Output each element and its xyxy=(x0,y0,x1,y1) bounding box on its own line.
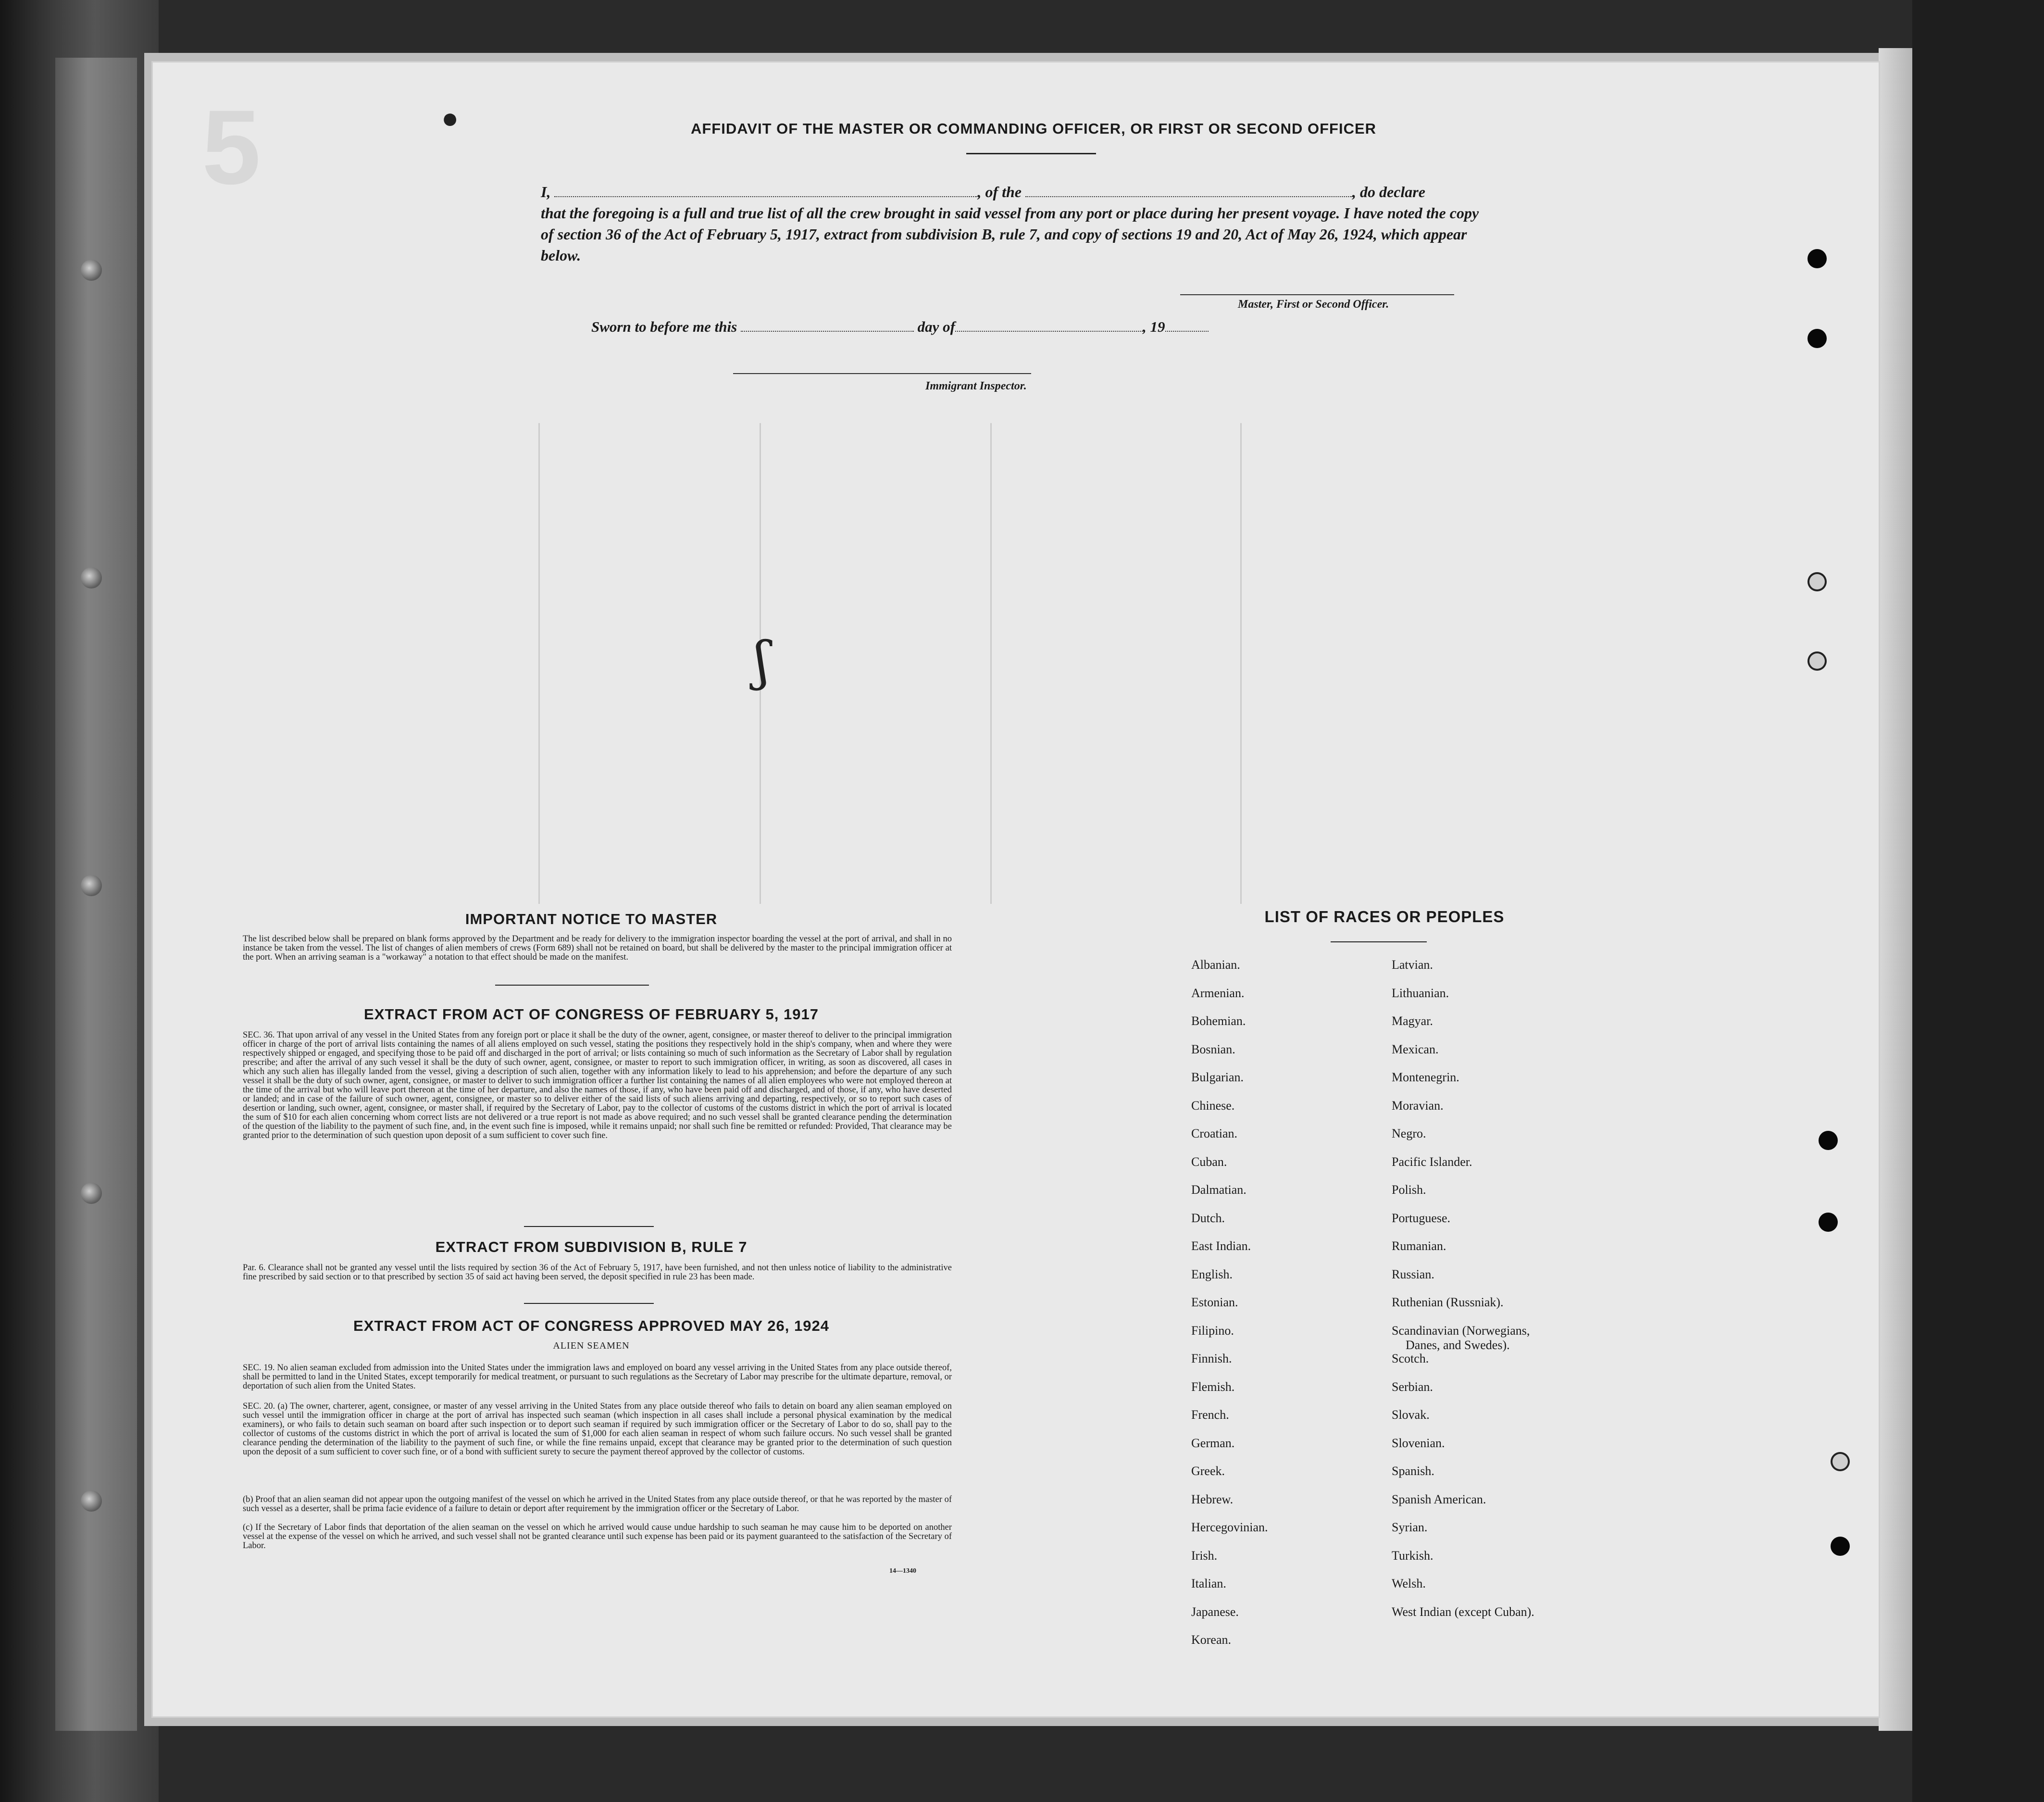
race-item: Chinese. xyxy=(1191,1098,1235,1113)
vessel-blank[interactable] xyxy=(1025,186,1352,197)
affidavit-title: AFFIDAVIT OF THE MASTER OR COMMANDING OFFICER, OR FIRST OR SECOND OFFICER xyxy=(690,120,1377,137)
race-item: Armenian. xyxy=(1191,986,1245,1000)
race-item: Estonian. xyxy=(1191,1295,1238,1309)
background-dark xyxy=(1912,0,2044,1802)
race-item: Hebrew. xyxy=(1191,1492,1234,1506)
page-stack-edge xyxy=(1879,48,1912,1731)
race-item: Korean. xyxy=(1191,1633,1232,1647)
punch-hole xyxy=(1807,651,1827,671)
sworn-year-blank[interactable] xyxy=(1165,320,1209,332)
race-item: Syrian. xyxy=(1392,1520,1428,1534)
binder-ring xyxy=(81,875,102,896)
binder-ring xyxy=(81,567,102,588)
race-item: Dalmatian. xyxy=(1191,1183,1246,1197)
section-divider xyxy=(495,985,649,986)
race-item: Scandinavian (Norwegians, xyxy=(1392,1323,1530,1338)
race-item: English. xyxy=(1191,1267,1233,1281)
race-item: Filipino. xyxy=(1191,1323,1234,1338)
handwritten-mark: ʃ xyxy=(755,630,769,691)
affidavit-text xyxy=(541,181,1493,266)
binder-ring xyxy=(81,1183,102,1204)
race-item: Polish. xyxy=(1392,1183,1426,1197)
affidavit-lead: I, xyxy=(541,183,551,200)
bleed-through-mark: 5 xyxy=(202,88,261,206)
race-item: Finnish. xyxy=(1191,1352,1232,1365)
races-title: LIST OF RACES OR PEOPLES xyxy=(1264,908,1505,926)
of-the-text: , of the xyxy=(977,183,1022,200)
race-item: Italian. xyxy=(1191,1577,1226,1590)
race-item: Spanish. xyxy=(1392,1464,1434,1478)
master-signature-label: Master, First or Second Officer. xyxy=(1238,298,1389,311)
race-item: Serbian. xyxy=(1392,1379,1433,1394)
punch-hole xyxy=(1819,1131,1838,1150)
extract-1917-title: EXTRACT FROM ACT OF CONGRESS OF FEBRUARY 5, 1917 xyxy=(364,1006,819,1023)
race-item: French. xyxy=(1191,1408,1229,1422)
race-item: Albanian. xyxy=(1191,958,1240,972)
title-rule xyxy=(966,153,1096,154)
bleed-through-line xyxy=(990,423,992,904)
punch-hole xyxy=(1819,1213,1838,1232)
inspector-signature-label: Immigrant Inspector. xyxy=(925,380,1027,392)
do-declare-text: , do declare xyxy=(1352,183,1425,200)
race-item: Russian. xyxy=(1392,1267,1434,1281)
race-item: German. xyxy=(1191,1436,1235,1450)
ink-blot: ● xyxy=(441,102,459,134)
bleed-through-line xyxy=(538,423,540,904)
sec-20b-text: (b) Proof that an alien seaman did not appear upon the outgoing manifest of the vessel on which he arrived in the United States from any place outside thereof, or that he was reported by the master of such vessel as a deserter, shall be prima facie evidence of a failure to detain or deport after requirement by the immigration officer or the Secretary of Labor. xyxy=(243,1495,952,1514)
extract-1917-body: SEC. 36. That upon arrival of any vessel in the United States from any foreign port or place it shall be the duty of the owner, agent, consignee, or master thereof to deliver to the principal immigration officer in charge of the port of arrival lists containing the names of all aliens employed on such vessel, stating the positions they respectively hold in the ship's company, when and where they were respectively shipped or engaged, and specifying those to be paid off and discharged in the port of arrival; or lists containing so much of such information as the Secretary of Labor shall by regulation prescribe; and after the arrival of any such vessel it shall be the duty of such owner, agent, consignee, or master to report to such immigration officer, in writing, as soon as discovered, all cases in which any such alien has illegally landed from the vessel, giving a description of such alien, together with any information likely to lead to his apprehension; and before the departure of any such vessel it shall be the duty of such owner, agent, consignee, or master to deliver to such immigration officer a further list containing the names of all alien employees who were not employed thereon at the time of the arrival but who will leave port thereon at the time of her departure, and also the names of those, if any, who have been paid off and discharged, and of those, if any, who have deserted or landed; and in case of the failure of such owner, agent, consignee, or master so to deliver either of the said lists of such aliens arriving and departing, respectively, or so to report such cases of desertion or landing, such owner, agent, consignee, or master shall, if required by the Secretary of Labor, pay to the collector of customs of the customs district in which the port of arrival is located the sum of $10 for each alien concerning whom correct lists are not delivered or a true report is not made as above required; and no such vessel shall be granted clearance pending the determination of the question of the liability to the payment of such fine, and, in the event such fine is imposed, while it remains unpaid; nor shall such fine be remitted or refunded: Provided, That clearance may be granted prior to the determination of such question upon deposit of a sum sufficient to cover such fine. xyxy=(243,1030,952,1140)
race-item: Pacific Islander. xyxy=(1392,1154,1472,1169)
race-item: Bulgarian. xyxy=(1191,1070,1244,1084)
race-item: Ruthenian (Russniak). xyxy=(1392,1295,1504,1309)
alien-seamen-heading: ALIEN SEAMEN xyxy=(553,1340,630,1351)
race-item: Rumanian. xyxy=(1392,1239,1446,1253)
race-item: Turkish. xyxy=(1392,1548,1433,1563)
race-item: Hercegovinian. xyxy=(1191,1520,1268,1534)
sworn-month-blank[interactable] xyxy=(955,320,1143,332)
race-item: Dutch. xyxy=(1191,1211,1225,1225)
section-divider xyxy=(524,1303,654,1304)
year-prefix: , 19 xyxy=(1143,318,1165,335)
race-item: Greek. xyxy=(1191,1464,1225,1478)
sec-20a-text: SEC. 20. (a) The owner, charterer, agent, consignee, or master of any vessel arriving in the United States from any place outside thereof who fails to detain on board any alien seaman employed on such vessel until the immigration officer in charge at the port of arrival has inspected such seaman (which inspection in all cases shall include a personal physical examination by the medical examiners), or who fails to detain such seaman on board after such inspection or to deport such seaman if required by such immigration officer or the Secretary of Labor to do so, shall pay to the collector of customs of the customs district in which the port of arrival is located the sum of $1,000 for each alien seaman in respect of whom such failure occurs. No such vessel shall be granted clearance pending the determination of the liability to the payment of such fine, or while the fine remains unpaid, except that clearance may be granted prior to the determination of such question upon the deposit of a sum sufficient to cover such fine, or of a bond with sufficient surety to secure the payment thereof approved by the collector of customs. xyxy=(243,1402,952,1457)
races-title-rule xyxy=(1331,941,1427,942)
race-item: Moravian. xyxy=(1392,1098,1444,1113)
race-item: Montenegrin. xyxy=(1392,1070,1459,1084)
binder-ring xyxy=(81,260,102,281)
race-item: West Indian (except Cuban). xyxy=(1392,1604,1534,1619)
document-page xyxy=(153,63,1879,1716)
notice-body: The list described below shall be prepared on blank forms approved by the Department and be ready for delivery to the immigration inspector boarding the vessel at the port of arrival, and shall in no instance be taken from the vessel. The list of changes of alien members of crews (Form 689) shall not be retained on board, but shall be delivered by the master to the principal immigration officer at the port. When an arriving seaman is a "workaway" a notation to that effect should be made on the manifest. xyxy=(243,934,952,962)
punch-hole xyxy=(1831,1537,1850,1556)
race-item: Spanish American. xyxy=(1392,1492,1486,1506)
race-item: Cuban. xyxy=(1191,1154,1227,1169)
punch-hole xyxy=(1807,572,1827,591)
race-item: Irish. xyxy=(1191,1548,1218,1563)
section-divider xyxy=(524,1226,654,1227)
name-blank[interactable] xyxy=(554,186,977,197)
punch-hole xyxy=(1831,1452,1850,1471)
affidavit-first-line xyxy=(541,181,1493,202)
punch-hole xyxy=(1807,329,1827,348)
race-item: Lithuanian. xyxy=(1392,986,1449,1000)
race-item: Croatian. xyxy=(1191,1126,1238,1140)
sec-19-text: SEC. 19. No alien seaman excluded from admission into the United States under the immigration laws and employed on board any vessel arriving in the United States from any place outside thereof, shall be permitted to land in the United States, except temporarily for medical treatment, or pursuant to such regulations as the Secretary of Labor may prescribe for the ultimate departure, removal, or deportation of such alien from the United States. xyxy=(243,1363,952,1391)
race-item: Bosnian. xyxy=(1191,1042,1235,1056)
form-number: 14—1340 xyxy=(889,1567,916,1575)
extract-rule7-title: EXTRACT FROM SUBDIVISION B, RULE 7 xyxy=(435,1239,748,1255)
affidavit-body: that the foregoing is a full and true list of all the crew brought in said vessel from any port or place during her present voyage. I have noted the copy of section 36 of the Act of February 5, 1917, extract from subdivision B, rule 7, and copy of sections 19 and 20, Act of May 26, 1924, which appear below. xyxy=(541,204,1479,264)
extract-rule7-body: Par. 6. Clearance shall not be granted any vessel until the lists required by section 36 of the Act of February 5, 1917, have been furnished, and not then unless notice of liability to the administrative fine prescribed by said section or to that prescribed by section 35 of said act having been served, the deposit specified in rule 23 has been made. xyxy=(243,1263,952,1282)
race-item: Mexican. xyxy=(1392,1042,1439,1056)
race-item: Portuguese. xyxy=(1392,1211,1451,1225)
race-item: Slovak. xyxy=(1392,1408,1430,1422)
inspector-signature-line[interactable] xyxy=(733,373,1031,374)
race-item: Japanese. xyxy=(1191,1604,1239,1619)
race-item: Scotch. xyxy=(1392,1352,1429,1365)
race-item: Welsh. xyxy=(1392,1577,1426,1590)
extract-1924-title: EXTRACT FROM ACT OF CONGRESS APPROVED MAY 26, 1924 xyxy=(353,1317,829,1334)
race-item: Flemish. xyxy=(1191,1379,1235,1394)
master-signature-line[interactable] xyxy=(1180,294,1454,295)
race-item: Negro. xyxy=(1392,1126,1426,1140)
notice-title: IMPORTANT NOTICE TO MASTER xyxy=(465,911,718,927)
race-item: Magyar. xyxy=(1392,1014,1433,1028)
day-of-text: day of xyxy=(917,318,955,335)
sec-20c-text: (c) If the Secretary of Labor finds that deportation of the alien seaman on the vessel on which he arrived would cause undue hardship to such seaman he may cause him to be deported on another vessel at the expense of the vessel on which he arrived, and such vessel shall not be granted clearance until such expense has been paid or its payment guaranteed to the satisfaction of the Secretary of Labor. xyxy=(243,1523,952,1551)
race-item: East Indian. xyxy=(1191,1239,1251,1253)
race-item: Danes, and Swedes). xyxy=(1406,1338,1510,1352)
race-item: Bohemian. xyxy=(1191,1014,1246,1028)
sworn-day-blank[interactable] xyxy=(741,320,914,332)
sworn-prefix: Sworn to before me this xyxy=(591,318,737,335)
race-item: Slovenian. xyxy=(1392,1436,1445,1450)
sworn-line xyxy=(591,318,1209,336)
binder-ring xyxy=(81,1490,102,1512)
punch-hole xyxy=(1807,249,1827,268)
bleed-through-line xyxy=(1240,423,1242,904)
race-item: Latvian. xyxy=(1392,958,1433,972)
